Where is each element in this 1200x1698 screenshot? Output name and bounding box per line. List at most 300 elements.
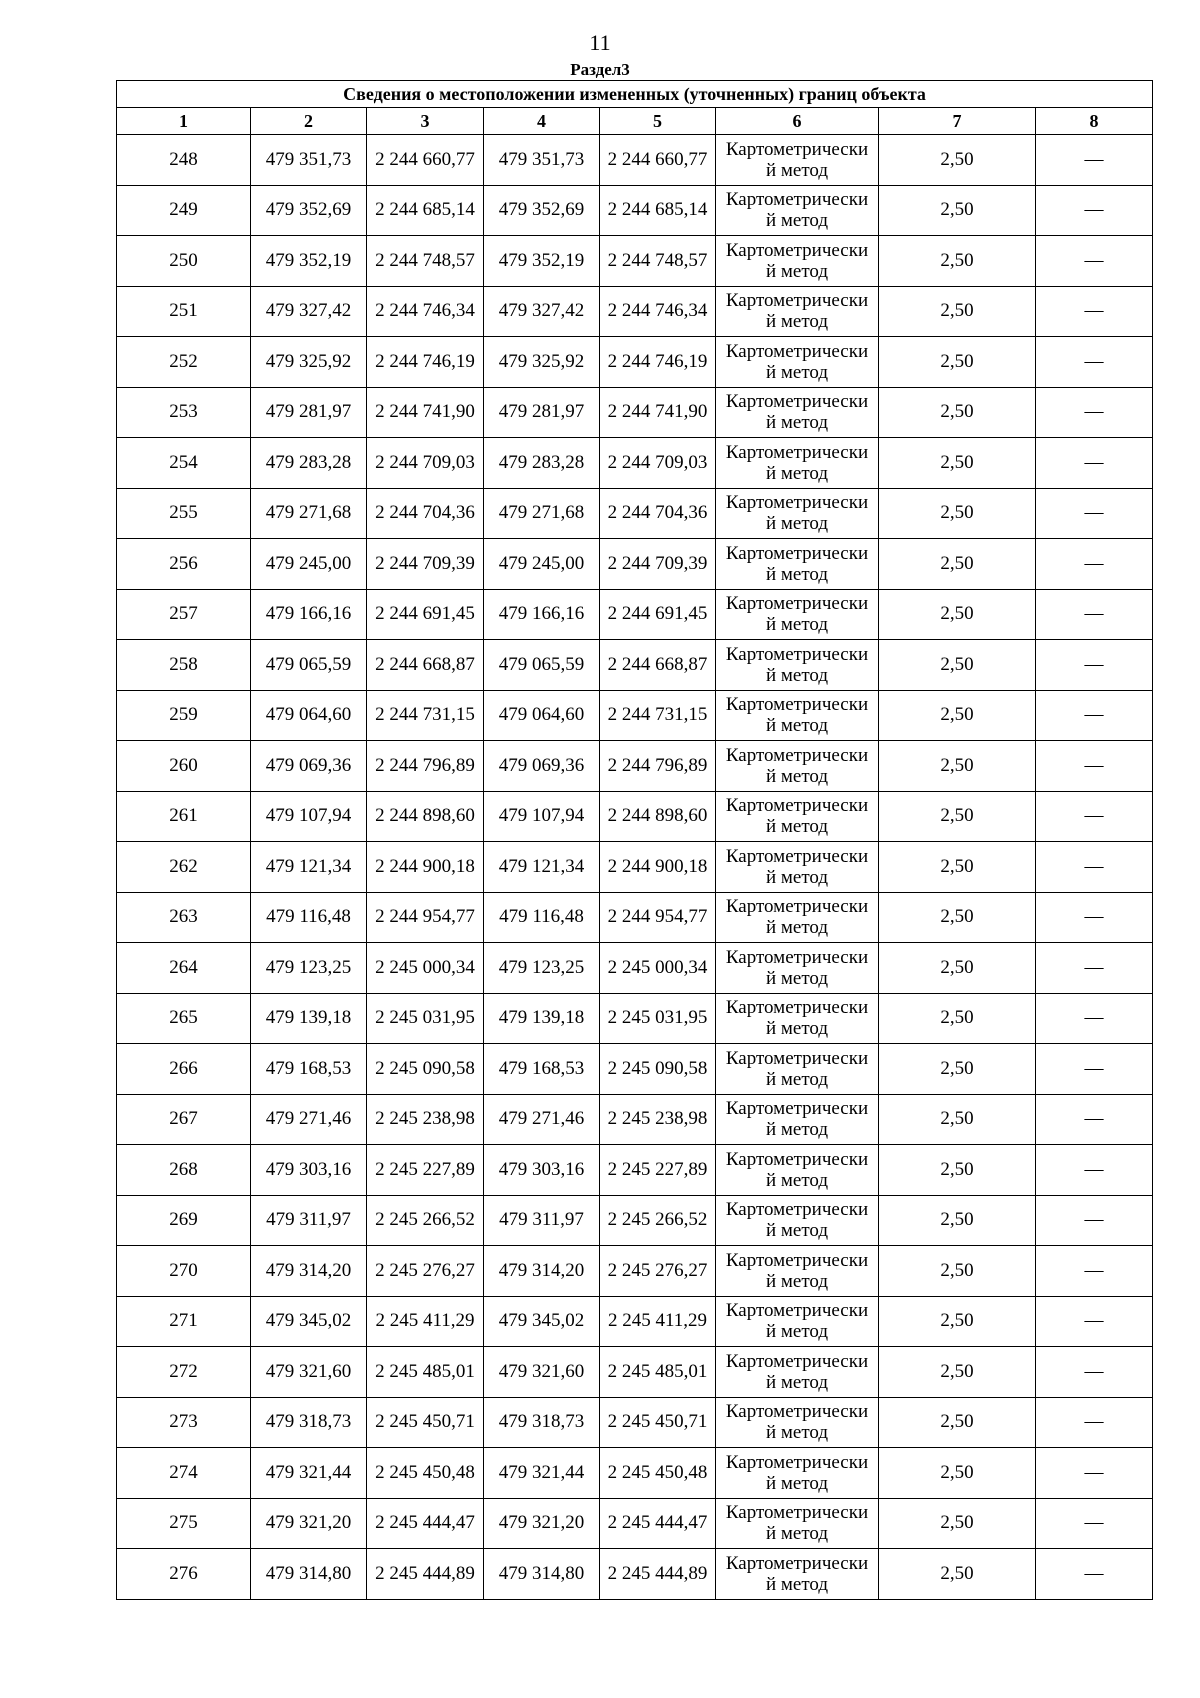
table-row bbox=[117, 185, 1153, 236]
description-cell: — bbox=[1036, 1145, 1153, 1196]
y-new-cell: 2 245 450,71 bbox=[600, 1397, 716, 1448]
description-cell: — bbox=[1036, 1044, 1153, 1095]
point-number-cell: 249 bbox=[117, 185, 251, 236]
y-existing-cell: 2 244 898,60 bbox=[367, 791, 484, 842]
description-cell: — bbox=[1036, 1094, 1153, 1145]
x-new-cell: 479 351,73 bbox=[484, 135, 600, 186]
method-line-1: Картометрически bbox=[725, 1350, 869, 1372]
method-line-2: й метод bbox=[765, 816, 829, 838]
y-new-cell: 2 244 704,36 bbox=[600, 488, 716, 539]
y-existing-cell: 2 244 746,34 bbox=[367, 286, 484, 337]
point-number-cell: 257 bbox=[117, 589, 251, 640]
x-new-cell: 479 321,60 bbox=[484, 1347, 600, 1398]
method-line-1: Картометрически bbox=[725, 492, 869, 514]
y-existing-cell: 2 244 746,19 bbox=[367, 337, 484, 388]
y-existing-cell: 2 245 444,47 bbox=[367, 1498, 484, 1549]
y-new-cell: 2 245 090,58 bbox=[600, 1044, 716, 1095]
table-row bbox=[117, 1549, 1153, 1600]
method-line-2: й метод bbox=[765, 462, 829, 484]
y-existing-cell: 2 244 691,45 bbox=[367, 589, 484, 640]
x-existing-cell: 479 064,60 bbox=[251, 690, 367, 741]
accuracy-cell: 2,50 bbox=[879, 1246, 1036, 1297]
point-number-cell: 270 bbox=[117, 1246, 251, 1297]
point-number-cell: 274 bbox=[117, 1448, 251, 1499]
x-existing-cell: 479 271,68 bbox=[251, 488, 367, 539]
table-row bbox=[117, 690, 1153, 741]
x-existing-cell: 479 283,28 bbox=[251, 438, 367, 489]
x-new-cell: 479 345,02 bbox=[484, 1296, 600, 1347]
method-line-1: Картометрически bbox=[725, 1047, 869, 1069]
table-row bbox=[117, 1195, 1153, 1246]
column-number: 1 bbox=[117, 108, 251, 135]
method-line-1: Картометрически bbox=[725, 1148, 869, 1170]
method-line-2: й метод bbox=[765, 513, 829, 535]
description-cell: — bbox=[1036, 236, 1153, 287]
method-cell bbox=[716, 1094, 879, 1145]
accuracy-cell: 2,50 bbox=[879, 1549, 1036, 1600]
point-number-cell: 271 bbox=[117, 1296, 251, 1347]
description-cell: — bbox=[1036, 589, 1153, 640]
accuracy-cell: 2,50 bbox=[879, 943, 1036, 994]
table-row bbox=[117, 1044, 1153, 1095]
method-line-1: Картометрически bbox=[725, 845, 869, 867]
point-number-cell: 275 bbox=[117, 1498, 251, 1549]
method-line-1: Картометрически bbox=[725, 593, 869, 615]
table-body bbox=[117, 135, 1153, 1600]
x-new-cell: 479 166,16 bbox=[484, 589, 600, 640]
method-line-2: й метод bbox=[765, 1422, 829, 1444]
column-number-row bbox=[117, 108, 1153, 135]
description-cell: — bbox=[1036, 892, 1153, 943]
y-new-cell: 2 245 444,47 bbox=[600, 1498, 716, 1549]
x-existing-cell: 479 123,25 bbox=[251, 943, 367, 994]
point-number-cell: 264 bbox=[117, 943, 251, 994]
x-existing-cell: 479 321,44 bbox=[251, 1448, 367, 1499]
method-line-1: Картометрически bbox=[725, 1249, 869, 1271]
table-row bbox=[117, 892, 1153, 943]
column-number: 2 bbox=[251, 108, 367, 135]
y-existing-cell: 2 244 796,89 bbox=[367, 741, 484, 792]
x-existing-cell: 479 107,94 bbox=[251, 791, 367, 842]
method-line-2: й метод bbox=[765, 1371, 829, 1393]
accuracy-cell: 2,50 bbox=[879, 1498, 1036, 1549]
table-row bbox=[117, 1448, 1153, 1499]
method-cell bbox=[716, 791, 879, 842]
method-cell bbox=[716, 539, 879, 590]
method-cell bbox=[716, 1448, 879, 1499]
method-line-2: й метод bbox=[765, 260, 829, 282]
x-new-cell: 479 069,36 bbox=[484, 741, 600, 792]
table-row bbox=[117, 1246, 1153, 1297]
y-new-cell: 2 245 227,89 bbox=[600, 1145, 716, 1196]
description-cell: — bbox=[1036, 943, 1153, 994]
method-line-2: й метод bbox=[765, 1119, 829, 1141]
x-new-cell: 479 168,53 bbox=[484, 1044, 600, 1095]
y-new-cell: 2 245 450,48 bbox=[600, 1448, 716, 1499]
point-number-cell: 272 bbox=[117, 1347, 251, 1398]
method-line-1: Картометрически bbox=[725, 1552, 869, 1574]
method-line-1: Картометрически bbox=[725, 542, 869, 564]
method-cell bbox=[716, 1296, 879, 1347]
point-number-cell: 254 bbox=[117, 438, 251, 489]
x-new-cell: 479 116,48 bbox=[484, 892, 600, 943]
description-cell: — bbox=[1036, 1448, 1153, 1499]
y-new-cell: 2 244 731,15 bbox=[600, 690, 716, 741]
column-number: 8 bbox=[1036, 108, 1153, 135]
x-existing-cell: 479 351,73 bbox=[251, 135, 367, 186]
y-new-cell: 2 244 900,18 bbox=[600, 842, 716, 893]
method-line-2: й метод bbox=[765, 1321, 829, 1343]
point-number-cell: 260 bbox=[117, 741, 251, 792]
x-new-cell: 479 311,97 bbox=[484, 1195, 600, 1246]
y-existing-cell: 2 244 704,36 bbox=[367, 488, 484, 539]
coordinates-table bbox=[116, 80, 1153, 1600]
column-number: 7 bbox=[879, 108, 1036, 135]
method-line-2: й метод bbox=[765, 210, 829, 232]
x-new-cell: 479 303,16 bbox=[484, 1145, 600, 1196]
point-number-cell: 256 bbox=[117, 539, 251, 590]
y-existing-cell: 2 245 266,52 bbox=[367, 1195, 484, 1246]
column-number: 3 bbox=[367, 108, 484, 135]
method-line-2: й метод bbox=[765, 412, 829, 434]
method-line-2: й метод bbox=[765, 311, 829, 333]
point-number-cell: 261 bbox=[117, 791, 251, 842]
point-number-cell: 263 bbox=[117, 892, 251, 943]
accuracy-cell: 2,50 bbox=[879, 741, 1036, 792]
x-new-cell: 479 352,69 bbox=[484, 185, 600, 236]
x-existing-cell: 479 327,42 bbox=[251, 286, 367, 337]
y-existing-cell: 2 245 485,01 bbox=[367, 1347, 484, 1398]
x-new-cell: 479 352,19 bbox=[484, 236, 600, 287]
y-existing-cell: 2 245 411,29 bbox=[367, 1296, 484, 1347]
method-line-1: Картометрически bbox=[725, 441, 869, 463]
method-cell bbox=[716, 892, 879, 943]
method-line-2: й метод bbox=[765, 1472, 829, 1494]
method-line-1: Картометрически bbox=[725, 694, 869, 716]
method-cell bbox=[716, 993, 879, 1044]
section-title: Раздел3 bbox=[570, 60, 630, 79]
table-row bbox=[117, 488, 1153, 539]
method-line-1: Картометрически bbox=[725, 340, 869, 362]
y-existing-cell: 2 244 660,77 bbox=[367, 135, 484, 186]
x-existing-cell: 479 314,80 bbox=[251, 1549, 367, 1600]
x-new-cell: 479 321,44 bbox=[484, 1448, 600, 1499]
accuracy-cell: 2,50 bbox=[879, 1347, 1036, 1398]
x-existing-cell: 479 352,69 bbox=[251, 185, 367, 236]
method-line-2: й метод bbox=[765, 917, 829, 939]
x-new-cell: 479 121,34 bbox=[484, 842, 600, 893]
table-row bbox=[117, 539, 1153, 590]
x-existing-cell: 479 139,18 bbox=[251, 993, 367, 1044]
y-existing-cell: 2 245 090,58 bbox=[367, 1044, 484, 1095]
y-new-cell: 2 245 031,95 bbox=[600, 993, 716, 1044]
method-cell bbox=[716, 438, 879, 489]
table-row bbox=[117, 236, 1153, 287]
x-existing-cell: 479 314,20 bbox=[251, 1246, 367, 1297]
table-row bbox=[117, 993, 1153, 1044]
description-cell: — bbox=[1036, 640, 1153, 691]
method-line-1: Картометрически bbox=[725, 896, 869, 918]
point-number-cell: 251 bbox=[117, 286, 251, 337]
x-new-cell: 479 321,20 bbox=[484, 1498, 600, 1549]
y-existing-cell: 2 244 748,57 bbox=[367, 236, 484, 287]
accuracy-cell: 2,50 bbox=[879, 337, 1036, 388]
x-new-cell: 479 314,20 bbox=[484, 1246, 600, 1297]
x-existing-cell: 479 121,34 bbox=[251, 842, 367, 893]
y-existing-cell: 2 245 031,95 bbox=[367, 993, 484, 1044]
accuracy-cell: 2,50 bbox=[879, 387, 1036, 438]
description-cell: — bbox=[1036, 1397, 1153, 1448]
method-line-1: Картометрически bbox=[725, 239, 869, 261]
method-line-2: й метод bbox=[765, 563, 829, 585]
point-number-cell: 250 bbox=[117, 236, 251, 287]
x-new-cell: 479 327,42 bbox=[484, 286, 600, 337]
method-cell bbox=[716, 1397, 879, 1448]
x-existing-cell: 479 321,60 bbox=[251, 1347, 367, 1398]
x-new-cell: 479 283,28 bbox=[484, 438, 600, 489]
point-number-cell: 268 bbox=[117, 1145, 251, 1196]
accuracy-cell: 2,50 bbox=[879, 690, 1036, 741]
method-line-1: Картометрически bbox=[725, 1098, 869, 1120]
method-line-1: Картометрически bbox=[725, 997, 869, 1019]
table-row bbox=[117, 1397, 1153, 1448]
x-new-cell: 479 271,46 bbox=[484, 1094, 600, 1145]
y-existing-cell: 2 245 450,71 bbox=[367, 1397, 484, 1448]
column-number: 6 bbox=[716, 108, 879, 135]
x-existing-cell: 479 303,16 bbox=[251, 1145, 367, 1196]
description-cell: — bbox=[1036, 185, 1153, 236]
y-existing-cell: 2 245 450,48 bbox=[367, 1448, 484, 1499]
description-cell: — bbox=[1036, 539, 1153, 590]
method-line-2: й метод bbox=[765, 866, 829, 888]
table-row bbox=[117, 387, 1153, 438]
y-new-cell: 2 245 411,29 bbox=[600, 1296, 716, 1347]
y-new-cell: 2 244 748,57 bbox=[600, 236, 716, 287]
method-line-2: й метод bbox=[765, 361, 829, 383]
y-new-cell: 2 245 266,52 bbox=[600, 1195, 716, 1246]
description-cell: — bbox=[1036, 337, 1153, 388]
accuracy-cell: 2,50 bbox=[879, 892, 1036, 943]
description-cell: — bbox=[1036, 488, 1153, 539]
y-new-cell: 2 244 796,89 bbox=[600, 741, 716, 792]
table-row bbox=[117, 1145, 1153, 1196]
method-line-2: й метод bbox=[765, 614, 829, 636]
table-row bbox=[117, 135, 1153, 186]
point-number-cell: 258 bbox=[117, 640, 251, 691]
accuracy-cell: 2,50 bbox=[879, 236, 1036, 287]
method-line-1: Картометрически bbox=[725, 1502, 869, 1524]
accuracy-cell: 2,50 bbox=[879, 1044, 1036, 1095]
accuracy-cell: 2,50 bbox=[879, 539, 1036, 590]
method-line-2: й метод bbox=[765, 1018, 829, 1040]
x-new-cell: 479 281,97 bbox=[484, 387, 600, 438]
description-cell: — bbox=[1036, 993, 1153, 1044]
x-new-cell: 479 314,80 bbox=[484, 1549, 600, 1600]
table-row bbox=[117, 286, 1153, 337]
accuracy-cell: 2,50 bbox=[879, 488, 1036, 539]
y-existing-cell: 2 244 709,03 bbox=[367, 438, 484, 489]
method-cell bbox=[716, 135, 879, 186]
table-row bbox=[117, 1347, 1153, 1398]
description-cell: — bbox=[1036, 741, 1153, 792]
point-number-cell: 269 bbox=[117, 1195, 251, 1246]
y-new-cell: 2 245 485,01 bbox=[600, 1347, 716, 1398]
description-cell: — bbox=[1036, 1296, 1153, 1347]
method-cell bbox=[716, 488, 879, 539]
table-caption: Сведения о местоположении измененных (уточненных) границ объекта bbox=[117, 81, 1153, 108]
y-new-cell: 2 244 746,19 bbox=[600, 337, 716, 388]
y-new-cell: 2 244 709,39 bbox=[600, 539, 716, 590]
point-number-cell: 255 bbox=[117, 488, 251, 539]
description-cell: — bbox=[1036, 1549, 1153, 1600]
x-existing-cell: 479 168,53 bbox=[251, 1044, 367, 1095]
method-line-2: й метод bbox=[765, 159, 829, 181]
x-new-cell: 479 325,92 bbox=[484, 337, 600, 388]
point-number-cell: 259 bbox=[117, 690, 251, 741]
y-existing-cell: 2 245 444,89 bbox=[367, 1549, 484, 1600]
x-existing-cell: 479 116,48 bbox=[251, 892, 367, 943]
table-row bbox=[117, 791, 1153, 842]
y-new-cell: 2 244 660,77 bbox=[600, 135, 716, 186]
accuracy-cell: 2,50 bbox=[879, 640, 1036, 691]
y-new-cell: 2 244 954,77 bbox=[600, 892, 716, 943]
y-new-cell: 2 244 898,60 bbox=[600, 791, 716, 842]
description-cell: — bbox=[1036, 135, 1153, 186]
y-existing-cell: 2 245 276,27 bbox=[367, 1246, 484, 1297]
description-cell: — bbox=[1036, 1498, 1153, 1549]
method-line-1: Картометрически bbox=[725, 189, 869, 211]
method-line-1: Картометрически bbox=[725, 1401, 869, 1423]
x-existing-cell: 479 352,19 bbox=[251, 236, 367, 287]
method-cell bbox=[716, 337, 879, 388]
method-line-1: Картометрически bbox=[725, 1451, 869, 1473]
accuracy-cell: 2,50 bbox=[879, 1296, 1036, 1347]
accuracy-cell: 2,50 bbox=[879, 993, 1036, 1044]
point-number-cell: 252 bbox=[117, 337, 251, 388]
description-cell: — bbox=[1036, 387, 1153, 438]
x-existing-cell: 479 245,00 bbox=[251, 539, 367, 590]
method-line-2: й метод bbox=[765, 967, 829, 989]
y-existing-cell: 2 244 741,90 bbox=[367, 387, 484, 438]
method-cell bbox=[716, 185, 879, 236]
x-existing-cell: 479 065,59 bbox=[251, 640, 367, 691]
y-existing-cell: 2 244 685,14 bbox=[367, 185, 484, 236]
x-new-cell: 479 245,00 bbox=[484, 539, 600, 590]
y-new-cell: 2 245 238,98 bbox=[600, 1094, 716, 1145]
table-row bbox=[117, 589, 1153, 640]
method-line-1: Картометрически bbox=[725, 946, 869, 968]
y-new-cell: 2 244 741,90 bbox=[600, 387, 716, 438]
x-new-cell: 479 318,73 bbox=[484, 1397, 600, 1448]
accuracy-cell: 2,50 bbox=[879, 1145, 1036, 1196]
y-existing-cell: 2 244 709,39 bbox=[367, 539, 484, 590]
method-line-1: Картометрически bbox=[725, 138, 869, 160]
table-row bbox=[117, 1094, 1153, 1145]
table-row bbox=[117, 337, 1153, 388]
y-existing-cell: 2 244 668,87 bbox=[367, 640, 484, 691]
description-cell: — bbox=[1036, 1246, 1153, 1297]
table-row bbox=[117, 943, 1153, 994]
page-number: 11 bbox=[589, 30, 611, 55]
table-row bbox=[117, 1498, 1153, 1549]
point-number-cell: 267 bbox=[117, 1094, 251, 1145]
y-new-cell: 2 245 000,34 bbox=[600, 943, 716, 994]
description-cell: — bbox=[1036, 1195, 1153, 1246]
x-new-cell: 479 064,60 bbox=[484, 690, 600, 741]
x-new-cell: 479 271,68 bbox=[484, 488, 600, 539]
table-row bbox=[117, 842, 1153, 893]
method-line-1: Картометрически bbox=[725, 643, 869, 665]
method-line-2: й метод bbox=[765, 1220, 829, 1242]
accuracy-cell: 2,50 bbox=[879, 842, 1036, 893]
method-cell bbox=[716, 1347, 879, 1398]
method-line-1: Картометрически bbox=[725, 1199, 869, 1221]
point-number-cell: 273 bbox=[117, 1397, 251, 1448]
y-new-cell: 2 244 685,14 bbox=[600, 185, 716, 236]
accuracy-cell: 2,50 bbox=[879, 135, 1036, 186]
description-cell: — bbox=[1036, 690, 1153, 741]
method-cell bbox=[716, 1246, 879, 1297]
x-new-cell: 479 139,18 bbox=[484, 993, 600, 1044]
method-cell bbox=[716, 690, 879, 741]
method-line-2: й метод bbox=[765, 715, 829, 737]
y-new-cell: 2 244 746,34 bbox=[600, 286, 716, 337]
table-row bbox=[117, 1296, 1153, 1347]
x-new-cell: 479 065,59 bbox=[484, 640, 600, 691]
point-number-cell: 253 bbox=[117, 387, 251, 438]
method-cell bbox=[716, 943, 879, 994]
method-cell bbox=[716, 842, 879, 893]
table-row bbox=[117, 438, 1153, 489]
method-cell bbox=[716, 640, 879, 691]
accuracy-cell: 2,50 bbox=[879, 589, 1036, 640]
method-cell bbox=[716, 1044, 879, 1095]
accuracy-cell: 2,50 bbox=[879, 438, 1036, 489]
point-number-cell: 276 bbox=[117, 1549, 251, 1600]
description-cell: — bbox=[1036, 286, 1153, 337]
y-existing-cell: 2 245 227,89 bbox=[367, 1145, 484, 1196]
y-existing-cell: 2 245 000,34 bbox=[367, 943, 484, 994]
method-line-2: й метод bbox=[765, 664, 829, 686]
x-existing-cell: 479 311,97 bbox=[251, 1195, 367, 1246]
accuracy-cell: 2,50 bbox=[879, 286, 1036, 337]
point-number-cell: 266 bbox=[117, 1044, 251, 1095]
accuracy-cell: 2,50 bbox=[879, 791, 1036, 842]
point-number-cell: 248 bbox=[117, 135, 251, 186]
y-existing-cell: 2 244 954,77 bbox=[367, 892, 484, 943]
column-number: 4 bbox=[484, 108, 600, 135]
y-existing-cell: 2 244 900,18 bbox=[367, 842, 484, 893]
description-cell: — bbox=[1036, 842, 1153, 893]
method-cell bbox=[716, 236, 879, 287]
method-line-2: й метод bbox=[765, 1523, 829, 1545]
description-cell: — bbox=[1036, 791, 1153, 842]
method-cell bbox=[716, 1195, 879, 1246]
y-new-cell: 2 245 444,89 bbox=[600, 1549, 716, 1600]
column-number: 5 bbox=[600, 108, 716, 135]
accuracy-cell: 2,50 bbox=[879, 185, 1036, 236]
description-cell: — bbox=[1036, 1347, 1153, 1398]
accuracy-cell: 2,50 bbox=[879, 1448, 1036, 1499]
method-line-2: й метод bbox=[765, 1573, 829, 1595]
method-line-1: Картометрически bbox=[725, 795, 869, 817]
method-cell bbox=[716, 387, 879, 438]
method-cell bbox=[716, 1498, 879, 1549]
method-cell bbox=[716, 1549, 879, 1600]
accuracy-cell: 2,50 bbox=[879, 1094, 1036, 1145]
point-number-cell: 265 bbox=[117, 993, 251, 1044]
x-new-cell: 479 123,25 bbox=[484, 943, 600, 994]
